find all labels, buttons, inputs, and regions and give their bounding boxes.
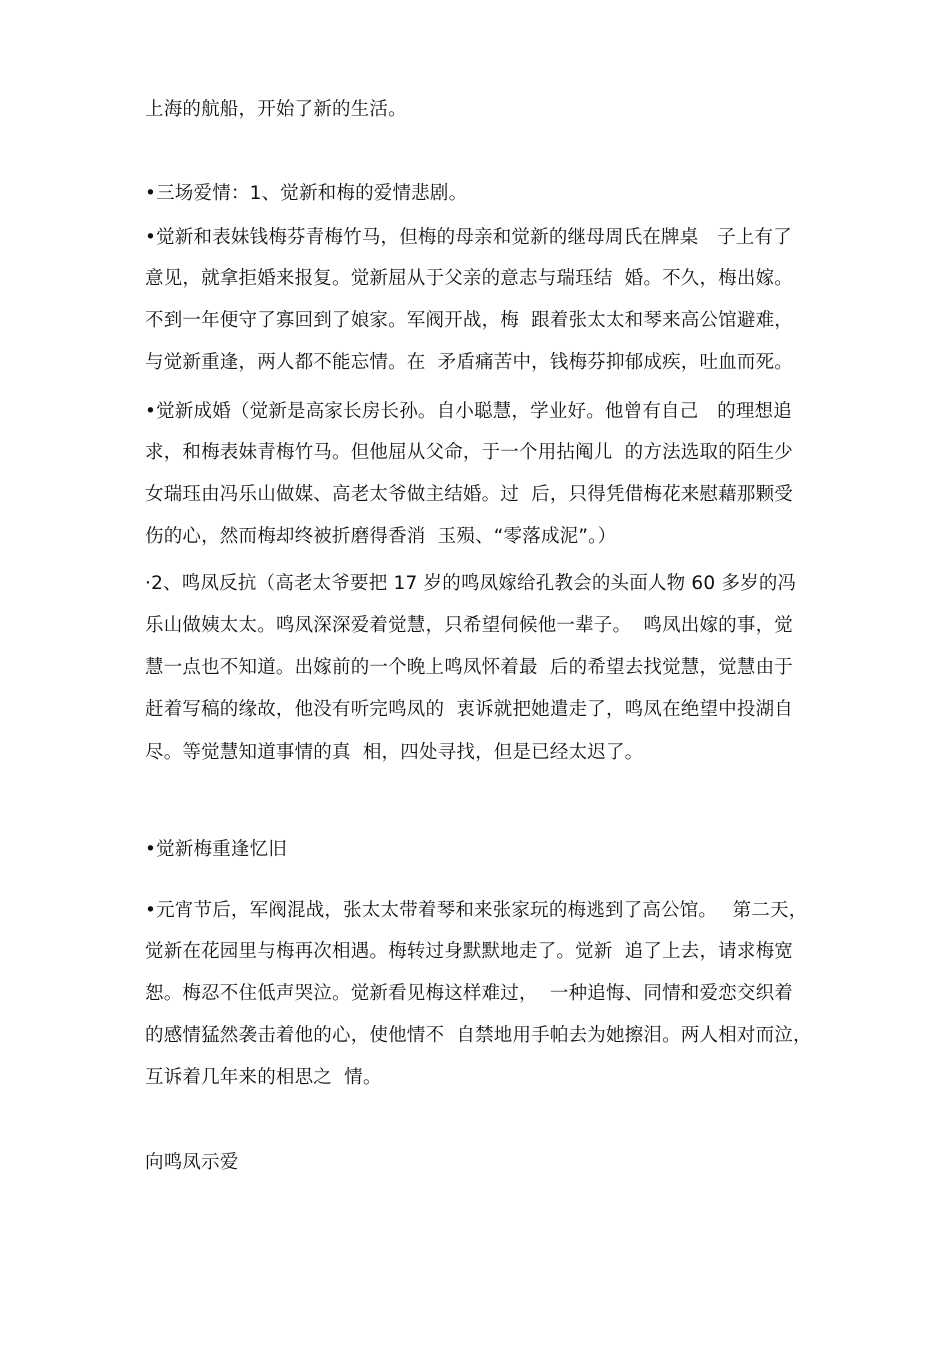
text-line: •觉新成婚（觉新是高家长房长孙。自小聪慧，学业好。他曾有自己 的理想追 <box>145 401 792 422</box>
text-line: 与觉新重逢，两人都不能忘情。在 矛盾痛苦中，钱梅芬抑郁成疾，吐血而死。 <box>145 352 793 373</box>
text-line: ·2、鸣凤反抗（高老太爷要把 17 岁的鸣凤嫁给孔教会的头面人物 60 多岁的冯 <box>145 573 797 594</box>
text-line: 慧一点也不知道。出嫁前的一个晚上鸣凤怀着最 后的希望去找觉慧，觉慧由于 <box>145 657 793 678</box>
text-line: 恕。梅忍不住低声哭泣。觉新看见梅这样难过， 一种追悔、同情和爱恋交织着 <box>145 983 793 1004</box>
section-heading: 向鸣凤示爱 <box>145 1152 239 1173</box>
text-line: 求，和梅表妹青梅竹马。但他屈从父命，于一个用拈阄儿 的方法选取的陌生少 <box>145 442 793 463</box>
text-line: 意见，就拿拒婚来报复。觉新屈从于父亲的意志与瑞珏结 婚。不久，梅出嫁。 <box>145 268 793 289</box>
text-line: 觉新在花园里与梅再次相遇。梅转过身默默地走了。觉新 追了上去，请求梅宽 <box>145 941 793 962</box>
text-line: 互诉着几年来的相思之 情。 <box>145 1067 382 1088</box>
text-line: 的感情猛然袭击着他的心，使他情不 自禁地用手帕去为她擦泪。两人相对而泣， <box>145 1025 812 1046</box>
text-line: 女瑞珏由冯乐山做媒、高老太爷做主结婚。过 后，只得凭借梅花来慰藉那颗受 <box>145 484 793 505</box>
text-line: 伤的心，然而梅却终被折磨得香消 玉殒、“零落成泥”。） <box>145 526 617 547</box>
section-heading: •三场爱情：1、觉新和梅的爱情悲剧。 <box>145 183 468 204</box>
text-line: 乐山做姨太太。鸣凤深深爱着觉慧，只希望伺候他一辈子。 鸣凤出嫁的事，觉 <box>145 615 793 636</box>
text-line: 尽。等觉慧知道事情的真 相，四处寻找，但是已经太迟了。 <box>145 742 644 763</box>
text-line: •元宵节后，军阀混战，张太太带着琴和来张家玩的梅逃到了高公馆。 第二天， <box>145 900 808 921</box>
text-line: 上海的航船，开始了新的生活。 <box>145 99 407 120</box>
text-line: 不到一年便守了寡回到了娘家。军阀开战，梅 跟着张太太和琴来高公馆避难， <box>145 310 793 331</box>
section-heading: •觉新梅重逢忆旧 <box>145 839 288 860</box>
text-line: 赶着写稿的缘故，他没有听完鸣凤的 衷诉就把她遣走了，鸣凤在绝望中投湖自 <box>145 699 793 720</box>
text-line: •觉新和表妹钱梅芬青梅竹马，但梅的母亲和觉新的继母周氏在牌桌 子上有了 <box>145 227 792 248</box>
